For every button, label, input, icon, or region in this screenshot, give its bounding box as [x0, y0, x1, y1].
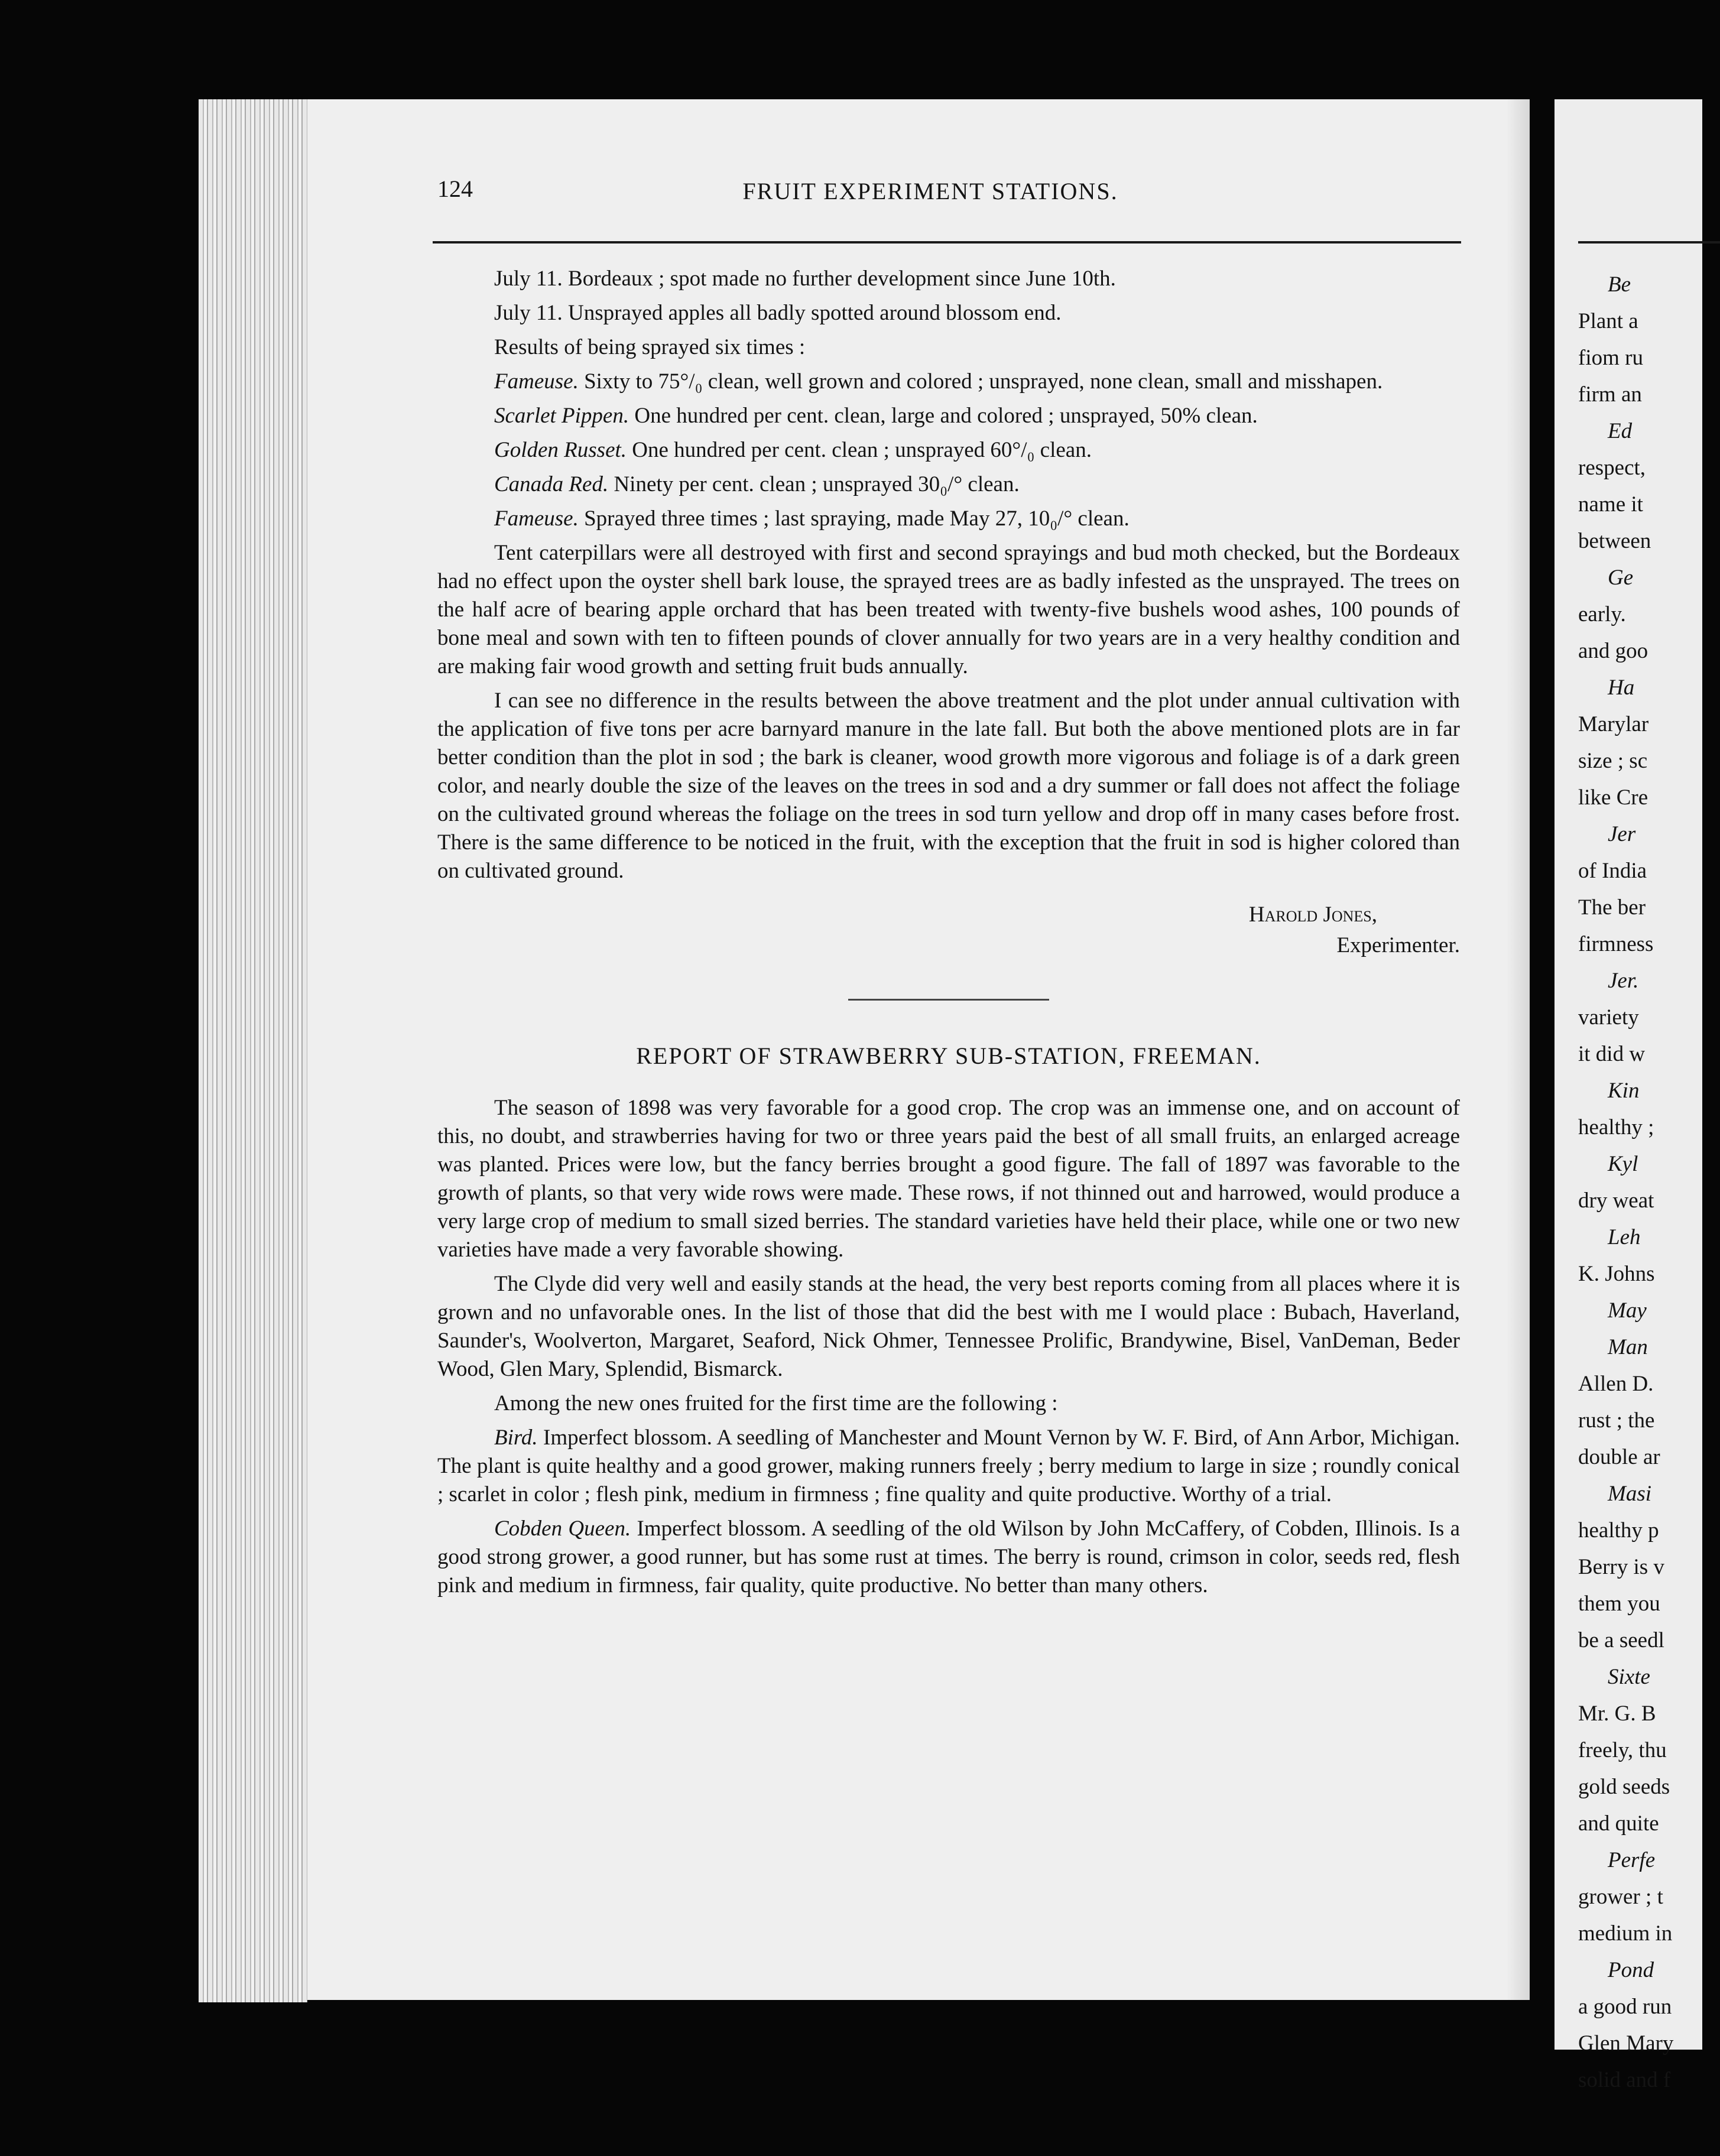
book-page	[307, 99, 1530, 2000]
adjacent-line: healthy ;	[1578, 1115, 1654, 1139]
adjacent-line: be a seedl	[1578, 1628, 1664, 1652]
adjacent-line: K. Johns	[1578, 1262, 1655, 1286]
paragraph-text: July 11. Bordeaux ; spot made no further development since June 10th.	[494, 267, 1116, 291]
paragraph-text: Imperfect blossom. A seedling of Manchester and Mount Vernon by W. F. Bird, of Ann Arbor, Michigan. The plant is quite healthy and a good grower, making runners freely ; berry medium to large in size ; roundly conical ; scarlet in color ; flesh pink, medium in firmness ; fine quality and quite productive. Worthy of a trial.	[437, 1426, 1460, 1506]
adjacent-line: rust ; the	[1578, 1408, 1655, 1433]
paragraph-text: Sixty to 75°/₀ clean, well grown and colored ; unsprayed, none clean, small and misshapen.	[578, 369, 1383, 394]
paragraph	[437, 402, 1460, 430]
signature-name: Harold Jones,	[1248, 902, 1377, 927]
paragraph	[437, 1515, 1460, 1600]
adjacent-line: Berry is v	[1578, 1555, 1664, 1579]
adjacent-line: and quite	[1578, 1811, 1659, 1836]
body-text	[437, 265, 1460, 1606]
paragraph-text: I can see no difference in the results between the above treatment and the plot under annual cultivation with the application of five tons per acre barnyard manure in the late fall. But both the above mentioned plots are in far better condition than the plot in sod ; the bark is cleaner, wood growth more vigorous and foliage is of a dark green color, and nearly double the size of the leaves on the trees in sod and a dry summer or fall does not affect the foliage on the cultivated ground whereas the foliage on the trees in sod turn yellow and drop off in many cases before frost. There is the same difference to be noticed in the fruit, with the exception that the fruit in sod is higher colored than on cultivated ground.	[437, 689, 1460, 883]
adjacent-line: like Cre	[1578, 785, 1648, 810]
adjacent-line: it did w	[1578, 1042, 1646, 1066]
adjacent-line: a good run	[1578, 1995, 1672, 2019]
adjacent-page	[1555, 99, 1702, 2092]
running-title: FRUIT EXPERIMENT STATIONS.	[742, 178, 1118, 204]
paragraph	[437, 265, 1460, 293]
paragraph-lead: Scarlet Pippen.	[494, 404, 629, 428]
adjacent-line: variety	[1578, 1005, 1639, 1030]
adjacent-line: Kyl	[1608, 1152, 1638, 1176]
adjacent-line: medium in	[1578, 1921, 1673, 1946]
gutter-shadow	[1506, 99, 1530, 2000]
adjacent-line: them you	[1578, 1592, 1660, 1616]
adjacent-line: Marylar	[1578, 712, 1649, 736]
paragraph-lead: Cobden Queen.	[494, 1517, 631, 1541]
adjacent-line: Jer.	[1608, 969, 1639, 993]
adjacent-line: early.	[1578, 602, 1626, 626]
paragraph	[437, 505, 1460, 533]
adjacent-line: Ha	[1608, 676, 1635, 700]
paragraph-text: Sprayed three times ; last spraying, made May 27, 10₀/° clean.	[578, 506, 1130, 531]
adjacent-line: healthy p	[1578, 1518, 1659, 1543]
paragraph	[437, 1389, 1460, 1418]
paragraph-lead: Canada Red.	[494, 472, 609, 496]
paragraph-lead: Golden Russet.	[494, 438, 627, 462]
paragraph-text: Imperfect blossom. A seedling of the old Wilson by John McCaffery, of Cobden, Illinois. Is a good strong grower, a good runner, but has some rust at times. The berry is round, crimson in color, seeds red, flesh pink and medium in firmness, fair quality, quite productive. No better than many others.	[437, 1517, 1460, 1597]
adjacent-line: and goo	[1578, 639, 1648, 663]
adjacent-line: Ed	[1608, 419, 1633, 443]
adjacent-line: Masi	[1608, 1482, 1651, 1506]
paragraph-text: One hundred per cent. clean, large and colored ; unsprayed, 50% clean.	[629, 404, 1258, 428]
adjacent-line: Kin	[1608, 1079, 1640, 1103]
adjacent-line: Glen Mary	[1578, 2031, 1674, 2056]
paragraph	[437, 436, 1460, 465]
adjacent-line: Man	[1608, 1335, 1648, 1359]
adjacent-line: of India	[1578, 859, 1647, 883]
adjacent-line: grower ; t	[1578, 1885, 1663, 1909]
paragraph	[437, 470, 1460, 499]
adjacent-line: Allen D.	[1578, 1372, 1654, 1396]
paragraph-text: July 11. Unsprayed apples all badly spotted around blossom end.	[494, 301, 1062, 325]
paragraph	[437, 539, 1460, 681]
paragraph-text: The season of 1898 was very favorable for a good crop. The crop was an immense one, and on account of this, no doubt, and strawberries having for two or three years paid the best of all small fruits, an enlarged acreage was planted. Prices were low, but the fancy berries brought a good figure. The fall of 1897 was favorable to the growth of plants, so that very wide rows were made. These rows, if not thinned out and harrowed, would produce a very large crop of medium to small sized berries. The standard varieties have held their place, while one or two new varieties have made a very favorable showing.	[437, 1096, 1460, 1262]
header-rule	[433, 241, 1461, 243]
running-head	[437, 175, 1388, 222]
paragraph	[437, 299, 1460, 327]
adjacent-line: Jer	[1608, 822, 1636, 846]
strawberry-report	[437, 1094, 1460, 1600]
paragraph	[437, 687, 1460, 885]
paragraph-text: Tent caterpillars were all destroyed with first and second sprayings and bud moth checked, but the Bordeaux had no effect upon the oyster shell bark louse, the sprayed trees are as badly infested as the unsprayed. The trees on the half acre of bearing apple orchard that has been treated with twenty-five bushels wood ashes, 100 pounds of bone meal and sown with ten to fifteen pounds of clover annually for two years are in a very healthy condition and are making fair wood growth and setting fruit buds annually.	[437, 541, 1460, 678]
adjacent-line: Mr. G. B	[1578, 1702, 1656, 1726]
paragraph-text: Among the new ones fruited for the first time are the following :	[494, 1391, 1058, 1415]
page-edges	[199, 99, 307, 2002]
paragraph	[437, 1424, 1460, 1509]
adjacent-line: Be	[1608, 272, 1631, 297]
adjacent-line: Sixte	[1608, 1665, 1650, 1689]
adjacent-line: name it	[1578, 492, 1643, 517]
paragraph-text: Ninety per cent. clean ; unsprayed 30₀/° clean.	[608, 472, 1020, 496]
adjacent-line: May	[1608, 1298, 1647, 1323]
adjacent-line: freely, thu	[1578, 1738, 1667, 1762]
experiment-notes	[437, 265, 1460, 885]
paragraph	[437, 368, 1460, 396]
adjacent-line: fiom ru	[1578, 346, 1643, 370]
paragraph-lead: Fameuse.	[494, 506, 579, 531]
adjacent-line: The ber	[1578, 895, 1646, 920]
section-divider	[848, 999, 1049, 1001]
adjacent-line: between	[1578, 529, 1651, 553]
adjacent-line: double ar	[1578, 1445, 1660, 1469]
adjacent-line: Ge	[1608, 566, 1634, 590]
section-title: REPORT OF STRAWBERRY SUB-STATION, FREEMAN.	[636, 1043, 1261, 1069]
adjacent-line: gold seeds	[1578, 1775, 1670, 1799]
page-number: 124	[437, 176, 473, 202]
paragraph	[437, 1270, 1460, 1384]
adjacent-line: Leh	[1608, 1225, 1641, 1249]
adjacent-line: Perfe	[1608, 1848, 1656, 1872]
adjacent-line: Plant a	[1578, 309, 1638, 333]
adjacent-line: solid and f	[1578, 2068, 1671, 2092]
paragraph	[437, 1094, 1460, 1264]
adjacent-line: firm an	[1578, 382, 1642, 407]
paragraph-text: One hundred per cent. clean ; unsprayed 60°/₀ clean.	[627, 438, 1092, 462]
paragraph-lead: Bird.	[494, 1426, 538, 1450]
signature	[437, 900, 1460, 961]
paragraph-text: Results of being sprayed six times :	[494, 335, 806, 359]
adjacent-line: respect,	[1578, 456, 1646, 480]
adjacent-line: firmness	[1578, 932, 1654, 956]
adjacent-header-rule	[1578, 241, 1720, 243]
adjacent-line: size ; sc	[1578, 749, 1648, 773]
adjacent-line: dry weat	[1578, 1189, 1654, 1213]
signature-title: Experimenter.	[1336, 933, 1460, 957]
paragraph	[437, 333, 1460, 362]
paragraph-lead: Fameuse.	[494, 369, 579, 394]
paragraph-text: The Clyde did very well and easily stands at the head, the very best reports coming from all places where it is grown and no unfavorable ones. In the list of those that did the best with me I would place : Bubach, Haverland, Saunder's, Woolverton, Margaret, Seaford, Nick Ohmer, Tennessee Prolific, Brandywine, Bisel, VanDeman, Beder Wood, Glen Mary, Splendid, Bismarck.	[437, 1272, 1460, 1381]
adjacent-line: Pond	[1608, 1958, 1654, 1982]
